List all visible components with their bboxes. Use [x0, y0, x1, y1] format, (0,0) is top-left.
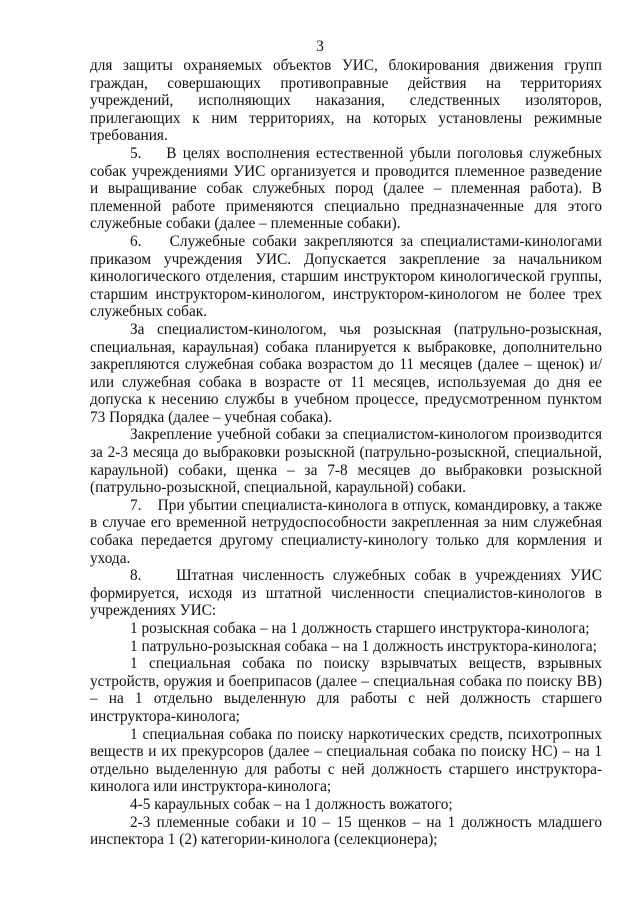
paragraph-item-6-part-2: За специалистом-кинологом, чья розыскная (патрульно-розыскная, специальная, караульная) собака планируется к выбраковке, дополнительно закрепляются служебная собака возрастом до 11 месяцев (далее – щенок) и/или служебная собака в возрасте от 11 месяцев, используемая до дня ее допуска к несению службы в учебном процессе, предусмотренном пунктом 73 Порядка (далее – учебная собака). [90, 320, 602, 426]
paragraph-item-7: 7. При убытии специалиста-кинолога в отпуск, командировку, а также в случае его временной нетрудоспособности закрепленная за ним служебная собака передается другому специалисту-кинологу только для кормления и ухода. [90, 496, 602, 567]
paragraph-item-8: 8. Штатная численность служебных собак в учреждениях УИС формируется, исходя из штатной численности специалистов-кинологов в учреждениях УИС: [90, 567, 602, 620]
list-item-narcotics-dog: 1 специальная собака по поиску наркотических средств, психотропных веществ и их прекурсоров (далее – специальная собака по поиску НС) – на 1 отдельно выделенную для работы с ней должность старшего инструктора-кинолога или инструктора-кинолога; [90, 725, 602, 796]
list-item-patrol-dog: 1 патрульно-розыскная собака – на 1 должность инструктора-кинолога; [130, 637, 597, 655]
paragraph-continuation: для защиты охраняемых объектов УИС, блокирования движения групп граждан, совершающих противоправные действия на территориях учреждений, исполняющих наказания, следственных изоляторов, прилегающих к ним территориях, на которых установлены режимные требования. [90, 57, 602, 145]
page-number: 3 [316, 38, 324, 55]
paragraph-item-6: 6. Служебные собаки закрепляются за специалистами-кинологами приказом учреждения УИС. Допускается закрепление за начальником кинологического отделения, старшим инструктором кинологической группы, старшим инструктором-кинологом, инструктором-кинологом не более трех служебных собак. [90, 232, 602, 321]
paragraph-item-6-part-3: Закрепление учебной собаки за специалистом-кинологом производится за 2-3 месяца до выбраковки розыскной (патрульно-розыскной, специальной, караульной) собаки, щенка – за 7-8 месяцев до выбраковки розыскной (патрульно-розыскной, специальной, караульной) собаки. [90, 426, 602, 497]
list-item-search-dog: 1 розыскная собака – на 1 должность старшего инструктора-кинолога; [130, 620, 590, 637]
document-body [90, 57, 602, 849]
paragraph-item-5: 5. В целях восполнения естественной убыли поголовья служебных собак учреждениями УИС организуется и проводится племенное разведение и выращивание собак служебных пород (далее – племенная работа). В племенной работе применяются специально предназначенные для этого служебные собаки (далее – племенные собаки). [90, 144, 602, 233]
list-item-explosives-dog: 1 специальная собака по поиску взрывчатых веществ, взрывных устройств, оружия и боеприпасов (далее – специальная собака по поиску ВВ) – на 1 отдельно выделенную для работы с ней должность старшего инструктора-кинолога; [90, 655, 602, 725]
list-item-guard-dogs: 4-5 караульных собак – на 1 должность вожатого; [130, 795, 453, 813]
list-item-breeding-dogs: 2-3 племенные собаки и 10 – 15 щенков – на 1 должность младшего инспектора 1 (2) категории-кинолога (селекционера); [90, 813, 602, 849]
